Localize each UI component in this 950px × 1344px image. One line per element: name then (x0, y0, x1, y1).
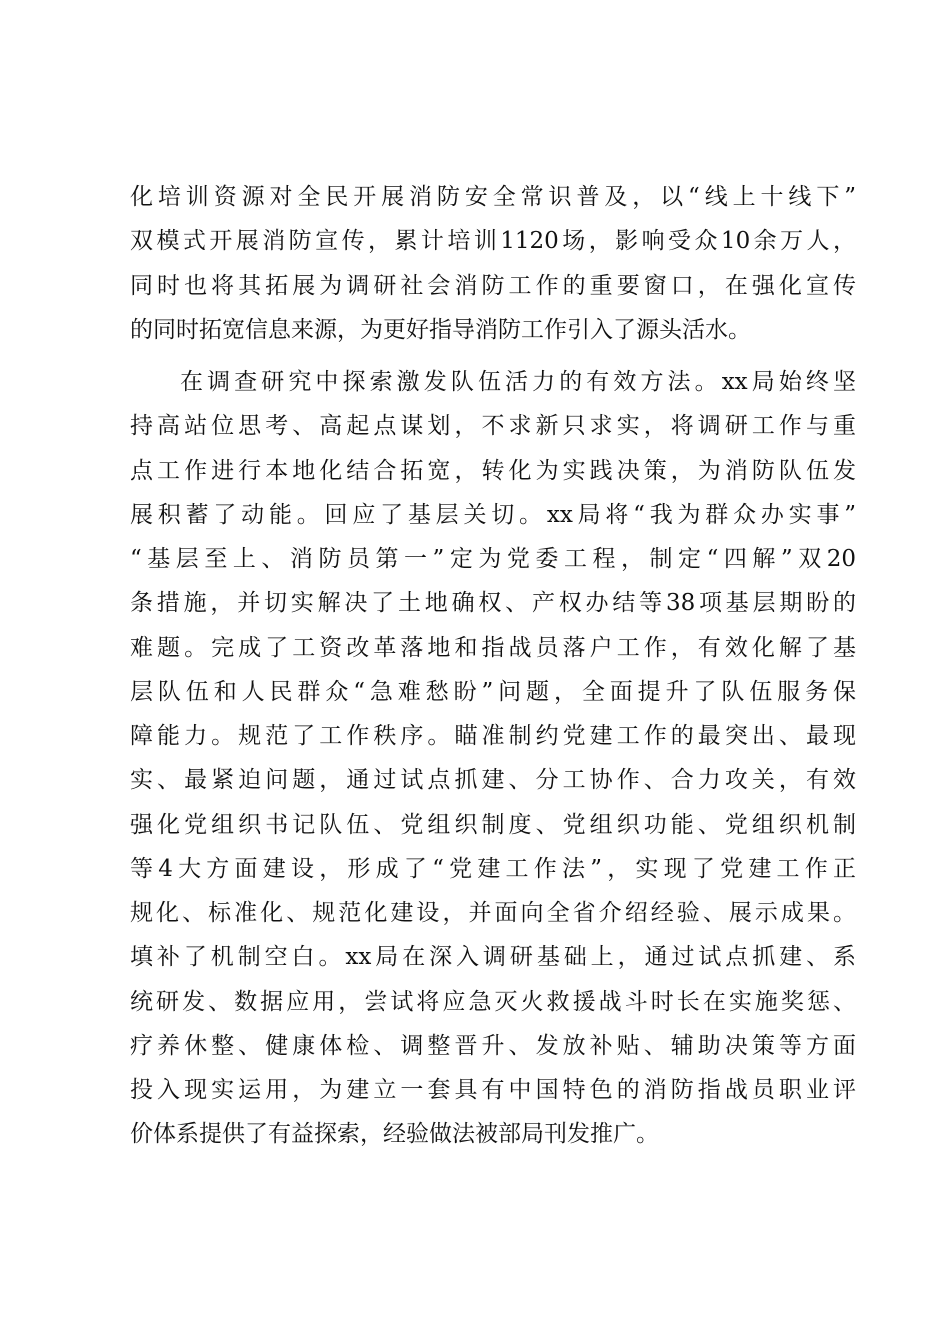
text-line: 填补了机制空白。xx局在深入调研基础上，通过试点抓建、系 (130, 944, 856, 971)
text-line: 难题。完成了工资改革落地和指战员落户工作，有效化解了基 (130, 634, 856, 661)
text-line: 同时也将其拓展为调研社会消防工作的重要窗口，在强化宣传 (130, 272, 856, 299)
paragraph-1 (130, 175, 856, 352)
text-line: 统研发、数据应用，尝试将应急灭火救援战斗时长在实施奖惩、 (130, 988, 856, 1015)
text-line: “基层至上、消防员第一”定为党委工程，制定“四解”双20 (130, 546, 856, 572)
text-line: 障能力。规范了工作秩序。瞄准制约党建工作的最突出、最现 (130, 723, 856, 749)
paragraph-2 (130, 360, 856, 1157)
text-line: 点工作进行本地化结合拓宽，转化为实践决策，为消防队伍发 (130, 457, 856, 484)
text-line: 规化、标准化、规范化建设，并面向全省介绍经验、展示成果。 (130, 900, 856, 926)
text-line: 等4大方面建设，形成了“党建工作法”，实现了党建工作正 (130, 855, 856, 882)
text-line: 强化党组织书记队伍、党组织制度、党组织功能、党组织机制 (130, 811, 856, 838)
text-line: 持高站位思考、高起点谋划，不求新只求实，将调研工作与重 (130, 413, 856, 440)
text-line: 投入现实运用，为建立一套具有中国特色的消防指战员职业评 (130, 1077, 856, 1103)
text-line: 价体系提供了有益探索，经验做法被部局刊发推广。 (130, 1121, 659, 1148)
text-line: 展积蓄了动能。回应了基层关切。xx局将“我为群众办实事” (130, 501, 856, 528)
text-line: 实、最紧迫问题，通过试点抓建、分工协作、合力攻关，有效 (130, 767, 856, 794)
text-line: 的同时拓宽信息来源，为更好指导消防工作引入了源头活水。 (130, 316, 751, 343)
text-line: 条措施，并切实解决了土地确权、产权办结等38项基层期盼的 (130, 590, 856, 617)
text-line: 疗养休整、健康体检、调整晋升、发放补贴、辅助决策等方面 (130, 1032, 856, 1059)
text-line: 层队伍和人民群众“急难愁盼”问题，全面提升了队伍服务保 (130, 678, 856, 705)
text-line: 双模式开展消防宣传，累计培训1120场，影响受众10余万人， (130, 228, 856, 255)
text-line: 在调查研究中探索激发队伍活力的有效方法。xx局始终坚 (180, 369, 856, 395)
text-line: 化培训资源对全民开展消防安全常识普及，以“线上十线下” (130, 184, 856, 210)
